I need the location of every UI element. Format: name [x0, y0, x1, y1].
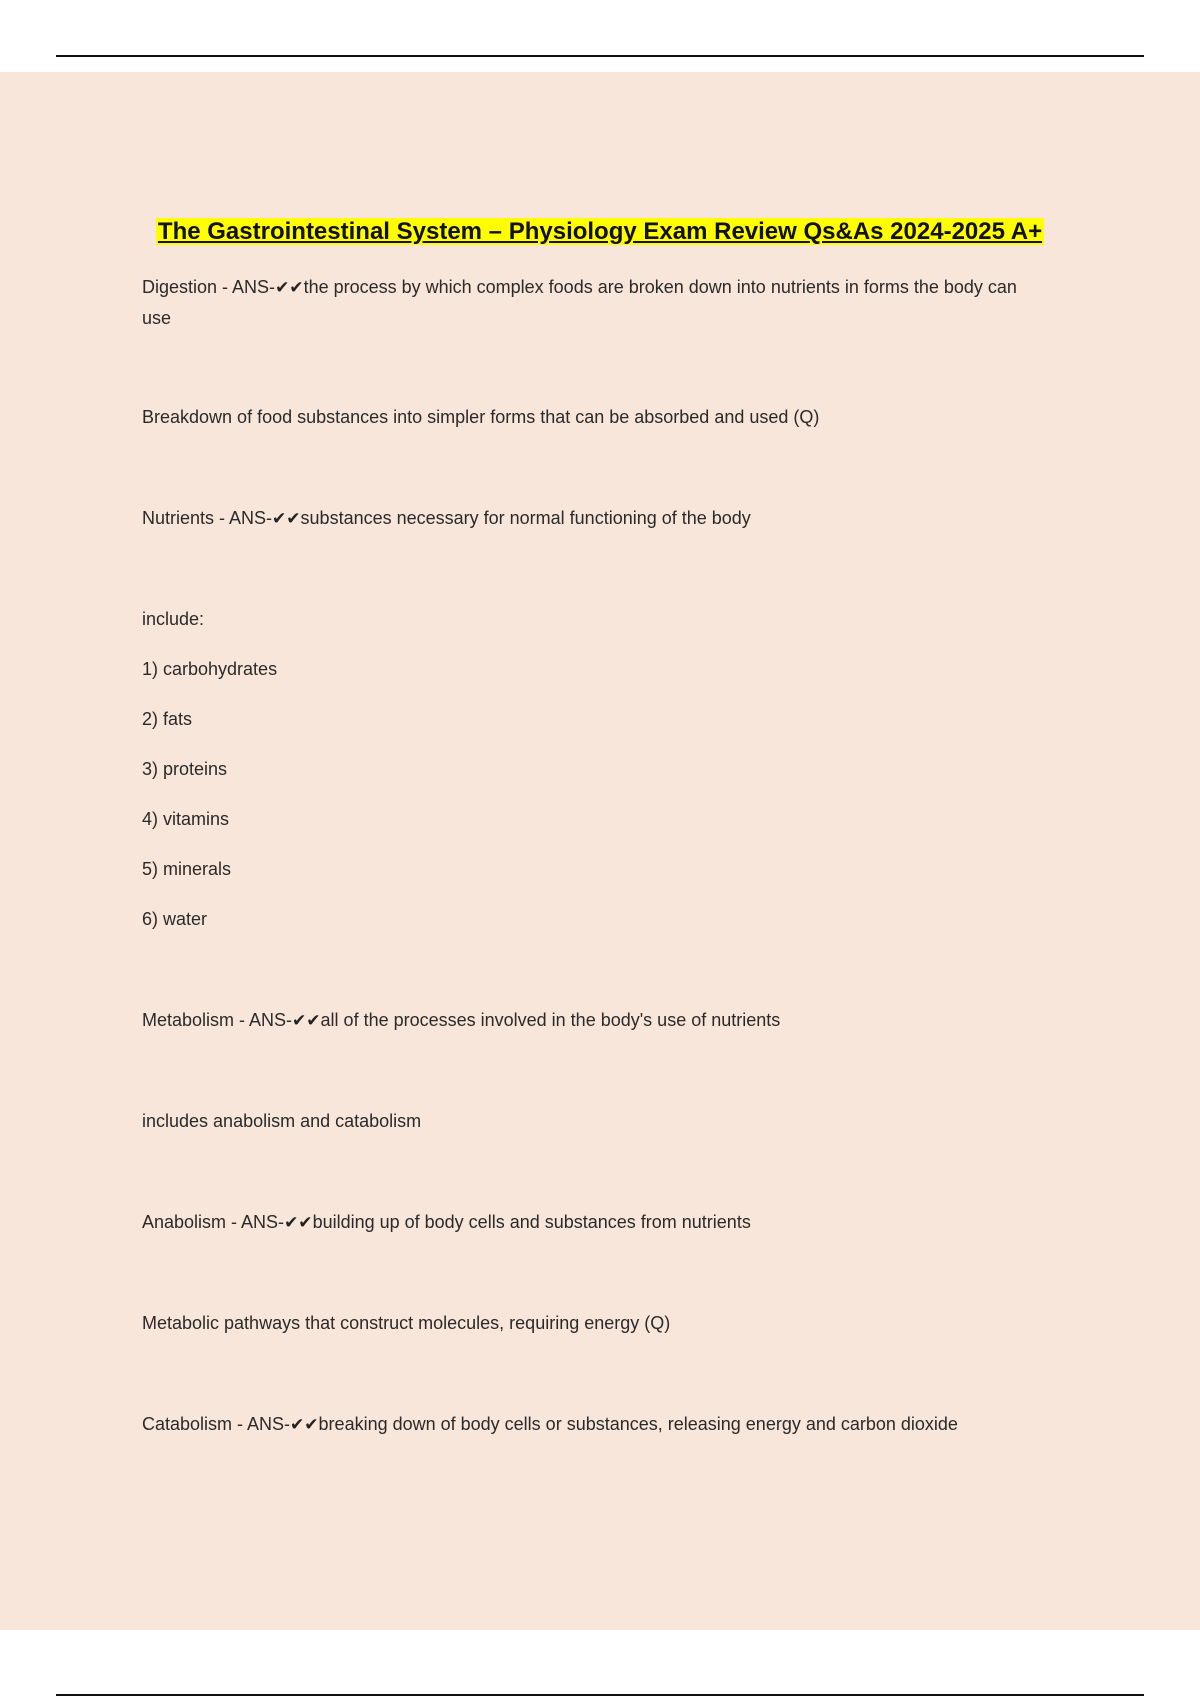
list-item: 5) minerals — [142, 859, 232, 879]
qa-entry-digestion — [142, 272, 1042, 333]
term-nutrients: Nutrients - ANS- — [142, 508, 273, 528]
answer-digestion: the process by which complex foods are broken down into nutrients in forms the body can use — [142, 277, 1017, 328]
qa-entry-metabolism — [142, 1005, 1042, 1036]
term-anabolism: Anabolism - ANS- — [142, 1212, 285, 1232]
answer-metabolism: all of the processes involved in the body's use of nutrients — [320, 1010, 781, 1030]
qa-entry-catabolism — [142, 1409, 1042, 1440]
bottom-divider — [56, 1694, 1144, 1696]
check-marks-icon: ✔✔ — [275, 278, 304, 298]
check-marks-icon: ✔✔ — [292, 1011, 321, 1031]
qa-entry-nutrients — [142, 503, 1042, 534]
list-item: 4) vitamins — [142, 809, 230, 829]
answer-anabolism: building up of body cells and substances from nutrients — [312, 1212, 751, 1232]
list-item: 6) water — [142, 909, 208, 929]
term-catabolism: Catabolism - ANS- — [142, 1414, 291, 1434]
document-page — [0, 72, 1200, 1630]
answer-catabolism: breaking down of body cells or substances, releasing energy and carbon dioxide — [318, 1414, 958, 1434]
answer-nutrients: substances necessary for normal functioning of the body — [300, 508, 751, 528]
list-item: 3) proteins — [142, 759, 228, 779]
question-digestion: Breakdown of food substances into simpler forms that can be absorbed and used (Q) — [142, 407, 820, 427]
check-marks-icon: ✔✔ — [272, 509, 301, 529]
list-item: 2) fats — [142, 709, 193, 729]
document-title-text: The Gastrointestinal System – Physiology Exam Review Qs&As 2024-2025 A+ — [157, 218, 1043, 245]
check-marks-icon: ✔✔ — [284, 1213, 313, 1233]
note-metabolism: includes anabolism and catabolism — [142, 1111, 422, 1131]
term-digestion: Digestion - ANS- — [142, 277, 276, 297]
check-marks-icon: ✔✔ — [290, 1415, 319, 1435]
question-anabolism: Metabolic pathways that construct molecules, requiring energy (Q) — [142, 1313, 671, 1333]
qa-entry-anabolism — [142, 1207, 1042, 1238]
top-divider — [56, 55, 1144, 57]
document-title — [0, 216, 1200, 248]
term-metabolism: Metabolism - ANS- — [142, 1010, 293, 1030]
list-intro: include: — [142, 609, 205, 629]
list-item: 1) carbohydrates — [142, 659, 278, 679]
